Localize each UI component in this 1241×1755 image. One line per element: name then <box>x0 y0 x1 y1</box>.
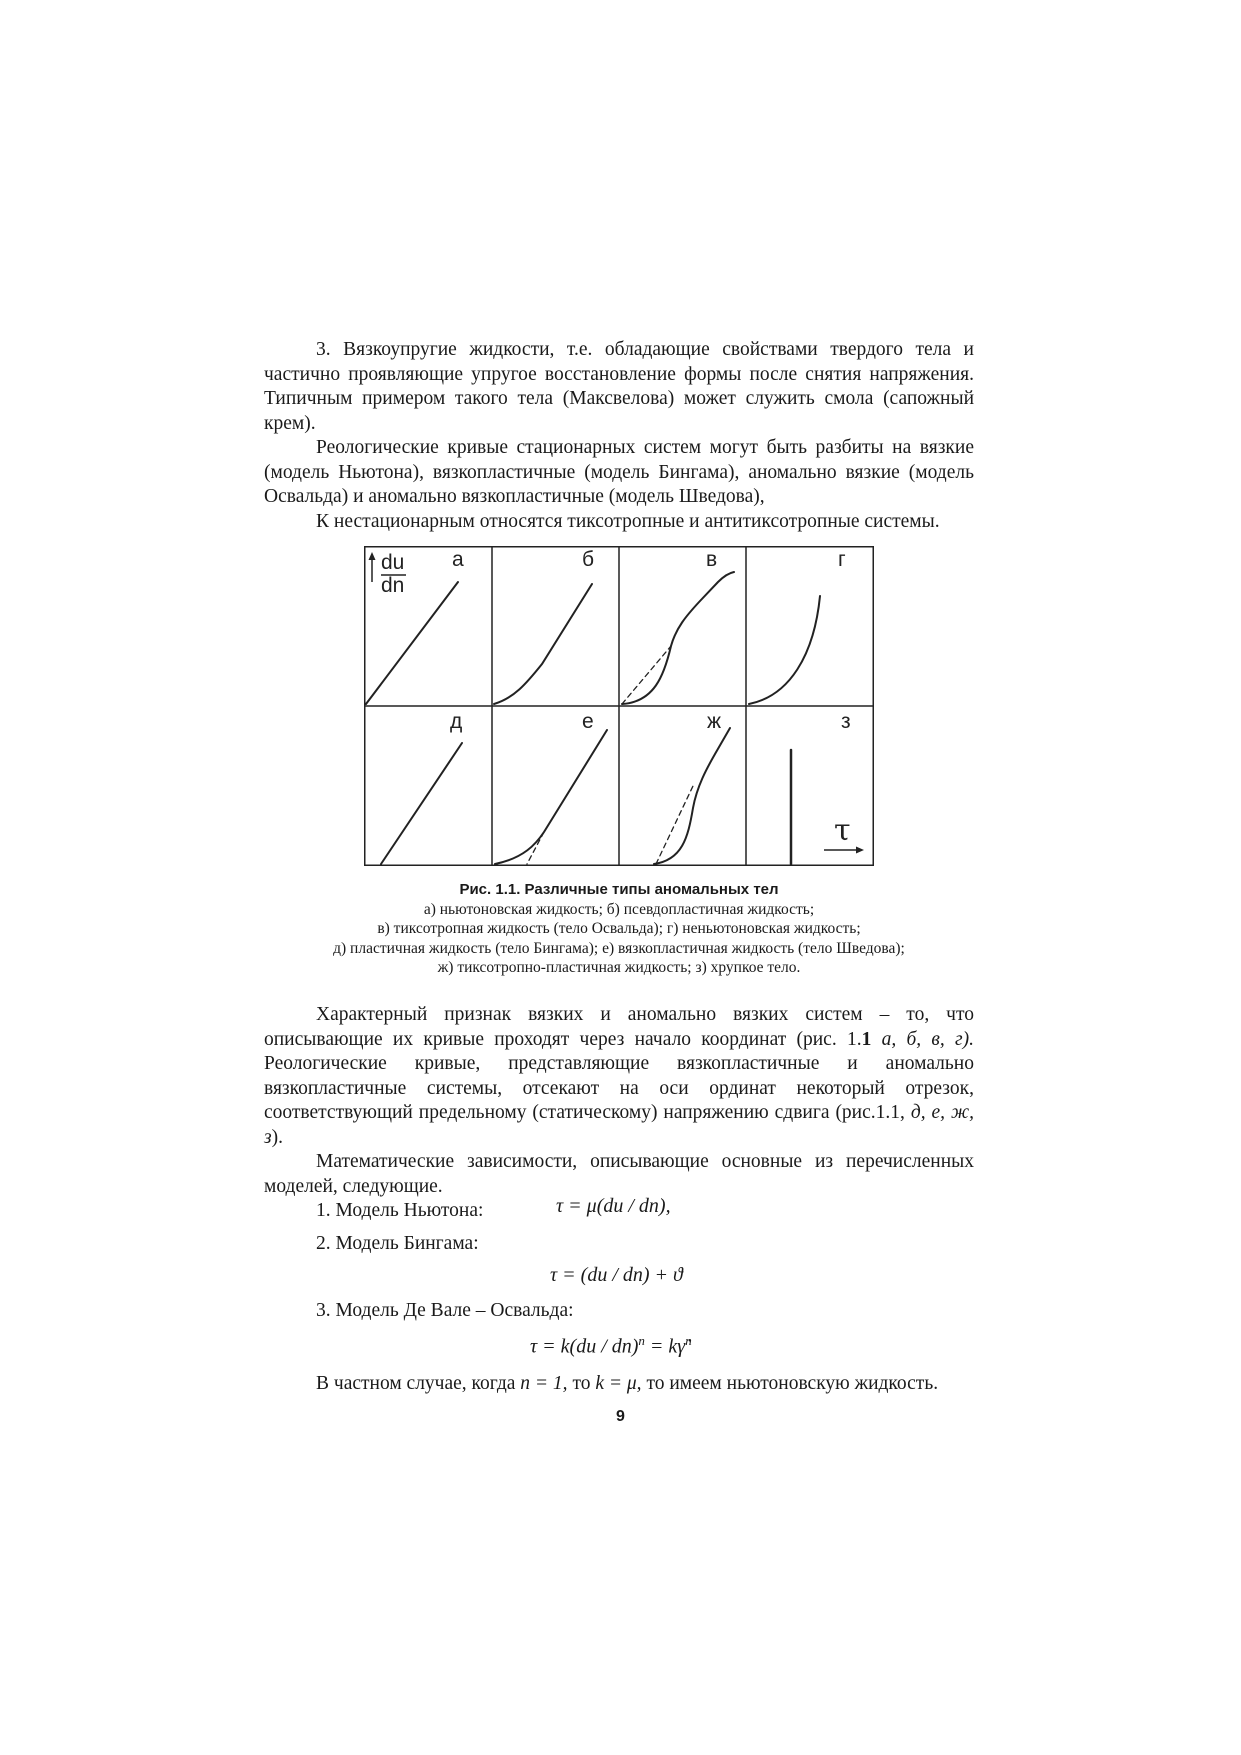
paragraph-special-case: В частном случае, когда n = 1, то k = μ, то имеем ньютоновскую жидкость. <box>316 1373 939 1394</box>
top-text <box>264 338 974 534</box>
caption-line: ж) тиксотропно-пластичная жидкость; з) хрупкое тело. <box>437 959 801 976</box>
figure-rheology-curves <box>364 546 874 866</box>
curve-d-plastic <box>381 743 462 864</box>
model-newton-heading: 1. Модель Ньютона: <box>316 1200 484 1221</box>
panel-label-e: е <box>582 710 594 733</box>
paragraph-nonstationary: К нестационарным относятся тиксотропные и антитиксотропные системы. <box>316 510 940 532</box>
model-bingham-block <box>264 1232 974 1257</box>
model-ostwald-block <box>264 1299 974 1324</box>
paragraph-math-dependencies: Математические зависимости, описывающие основные из перечисленных моделей, следующие. <box>264 1151 974 1197</box>
paragraph-rheological-curves: Реологические кривые стационарных систем могут быть разбиты на вязкие (модель Ньютона), вязкопластичные (модель Бингама), аномально вязкие (модель Освальда) и аномально вязкопластичные (модель Шведова), <box>264 437 974 507</box>
y-axis-label-du: du <box>381 551 405 574</box>
curve-e-viscoplastic <box>495 730 607 864</box>
curve-a-newtonian <box>366 582 458 704</box>
panel-label-zh: ж <box>707 710 722 733</box>
panel-label-v: в <box>706 548 718 571</box>
paragraph-viscoelastic: 3. Вязкоупругие жидкости, т.е. обладающие свойствами твердого тела и частично проявляющие упругое восстановление формы после снятия напряжения. Типичным примером такого тела (Максвелова) может служить смола (сапожный крем). <box>264 339 974 434</box>
curve-b-pseudoplastic <box>494 584 592 704</box>
model-bingham-heading: 2. Модель Бингама: <box>316 1233 479 1254</box>
x-axis-label-tau: τ <box>834 813 851 848</box>
formula-newton: τ = μ(du / dn), <box>556 1195 671 1217</box>
model-ostwald-heading: 3. Модель Де Вале – Освальда: <box>316 1300 574 1321</box>
y-axis-arrow-icon <box>369 552 376 582</box>
curve-g-non-newtonian <box>749 596 820 704</box>
panel-label-g: г <box>838 548 846 571</box>
panel-label-a: а <box>452 548 464 571</box>
caption-line: а) ньютоновская жидкость; б) псевдопластичная жидкость; <box>423 900 815 918</box>
formula-bingham: τ = (du / dn) + ϑ <box>550 1264 683 1286</box>
bottom-text <box>264 1003 974 1224</box>
caption-line: д) пластичная жидкость (тело Бингама); е) вязкопластичная жидкость (тело Шведова); <box>333 939 905 957</box>
caption-line: в) тиксотропная жидкость (тело Освальда); г) неньютоновская жидкость; <box>377 920 861 937</box>
special-case-block <box>264 1372 974 1397</box>
curve-v-thixotropic <box>622 572 734 704</box>
panel-label-d: д <box>450 710 463 733</box>
page-number: 9 <box>616 1408 625 1425</box>
curve-zh-dashed <box>656 786 693 864</box>
panel-label-z: з <box>841 710 851 733</box>
y-axis-label-dn: dn <box>381 574 405 597</box>
panel-label-b: б <box>582 548 595 571</box>
formula-ostwald: τ = k(du / dn)$^n$ = kγ̇$^n$ <box>530 1333 692 1358</box>
caption-title: Рис. 1.1. Различные типы аномальных тел <box>459 881 779 898</box>
figure-grid <box>364 546 874 866</box>
figure-caption <box>264 880 974 978</box>
paragraph-characteristic-feature: Характерный признак вязких и аномально вязких систем – то, что описывающие их кривые проходят через начало координат (рис. 1.1 а, б, в, г). Реологические кривые, представляющие вязкопластичные и аномально вязкопластичные системы, отсекают на оси ординат некоторый отрезок, соответствующий предельному (статическому) напряжению сдвига (рис.1.1, д, е, ж, з). <box>264 1004 974 1148</box>
